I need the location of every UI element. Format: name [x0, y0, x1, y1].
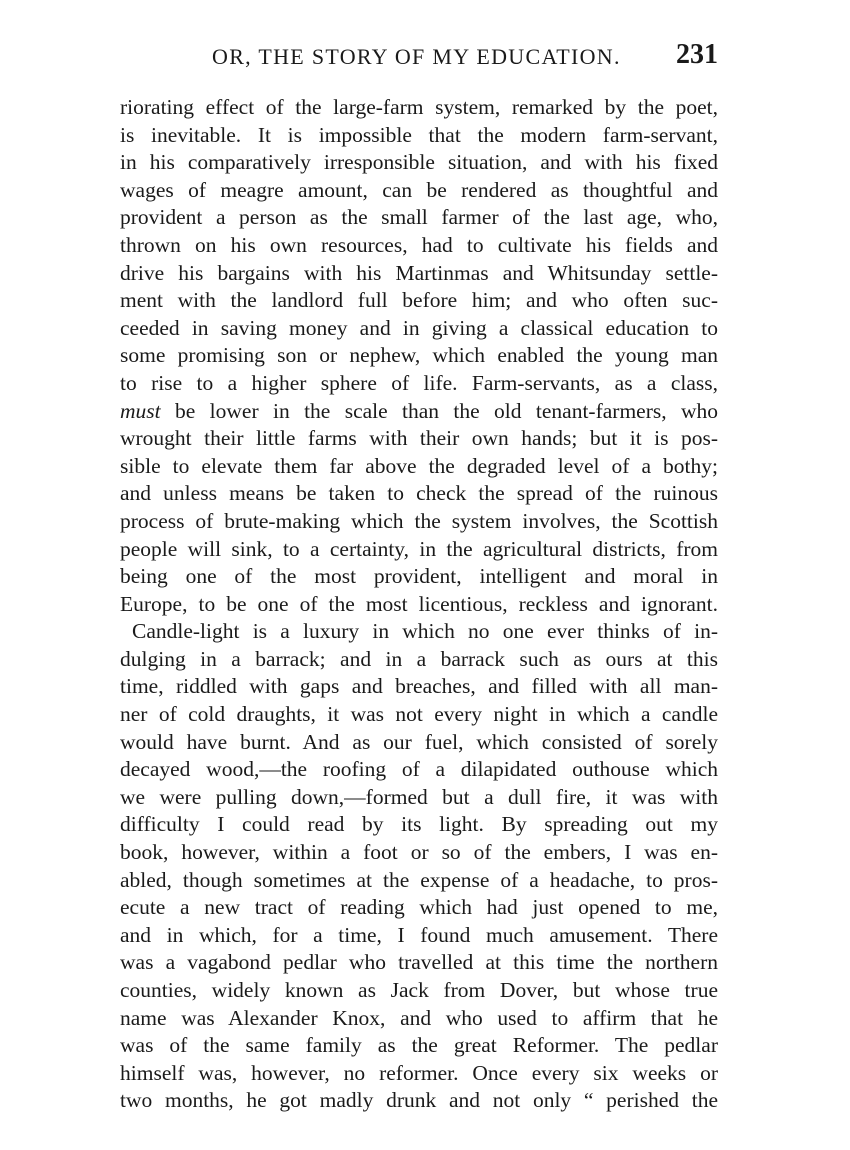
italic-emphasis: must	[120, 398, 161, 423]
text-line: in his comparatively irresponsible situation, and with his fixed	[120, 150, 718, 175]
text-line: being one of the most provident, intelligent and moral in	[120, 564, 718, 589]
text-line: ner of cold draughts, it was not every night in which a candle	[120, 702, 718, 727]
text-line: would have burnt. And as our fuel, which consisted of sorely	[120, 729, 718, 754]
text-line: ecute a new tract of reading which had just opened to me,	[120, 895, 718, 920]
text-line: book, however, within a foot or so of the embers, I was en-	[120, 840, 718, 865]
text-line: and in which, for a time, I found much amusement. There	[120, 922, 718, 947]
text-line-rest: be lower in the scale than the old tenant-farmers, who	[175, 398, 718, 423]
text-line: thrown on his own resources, had to cultivate his fields and	[120, 232, 718, 257]
text-line: difficulty I could read by its light. By spreading out my	[120, 812, 718, 837]
text-line: and unless means be taken to check the spread of the ruinous	[120, 481, 718, 506]
text-line: we were pulling down,—formed but a dull fire, it was with	[120, 784, 718, 809]
text-line: dulging in a barrack; and in a barrack such as ours at this	[120, 646, 718, 671]
text-line: wages of meagre amount, can be rendered as thoughtful and	[120, 177, 718, 202]
paragraph-start-line: Candle-light is a luxury in which no one ever thinks of in-	[132, 619, 718, 644]
text-line: some promising son or nephew, which enabled the young man	[120, 343, 718, 368]
page-header	[120, 40, 718, 80]
text-line: time, riddled with gaps and breaches, and filled with all man-	[120, 674, 718, 699]
text-line: counties, widely known as Jack from Dover, but whose true	[120, 978, 718, 1002]
running-title: OR, THE STORY OF MY EDUCATION.	[212, 44, 621, 69]
text-line: two months, he got madly drunk and not only “ perished the	[120, 1088, 718, 1113]
text-line: sible to elevate them far above the degraded level of a bothy;	[120, 453, 718, 478]
text-line: ceeded in saving money and in giving a classical education to	[120, 315, 718, 340]
text-line: drive his bargains with his Martinmas and Whitsunday settle-	[120, 260, 718, 285]
text-line: is inevitable. It is impossible that the modern farm-servant,	[120, 122, 718, 147]
text-line: was of the same family as the great Reformer. The pedlar	[120, 1033, 718, 1058]
text-line: abled, though sometimes at the expense of a headache, to pros-	[120, 867, 718, 892]
text-line: riorating effect of the large-farm system, remarked by the poet,	[120, 95, 718, 119]
text-line: process of brute-making which the system involves, the Scottish	[120, 508, 718, 533]
text-line-with-italic	[120, 398, 718, 426]
text-line: decayed wood,—the roofing of a dilapidated outhouse which	[120, 757, 718, 782]
text-line: was a vagabond pedlar who travelled at this time the northern	[120, 950, 718, 975]
text-line: name was Alexander Knox, and who used to affirm that he	[120, 1005, 718, 1030]
text-line: ment with the landlord full before him; and who often suc-	[120, 288, 718, 313]
text-line: himself was, however, no reformer. Once every six weeks or	[120, 1060, 718, 1085]
text-line: provident a person as the small farmer of the last age, who,	[120, 205, 718, 230]
text-line: people will sink, to a certainty, in the agricultural districts, from	[120, 536, 718, 561]
paragraph-end-line: Europe, to be one of the most licentious, reckless and ignorant.	[120, 591, 718, 616]
text-line: wrought their little farms with their own hands; but it is pos-	[120, 426, 718, 451]
page-number: 231	[676, 39, 718, 70]
body-text	[120, 94, 718, 1115]
text-line: to rise to a higher sphere of life. Farm-servants, as a class,	[120, 370, 718, 395]
